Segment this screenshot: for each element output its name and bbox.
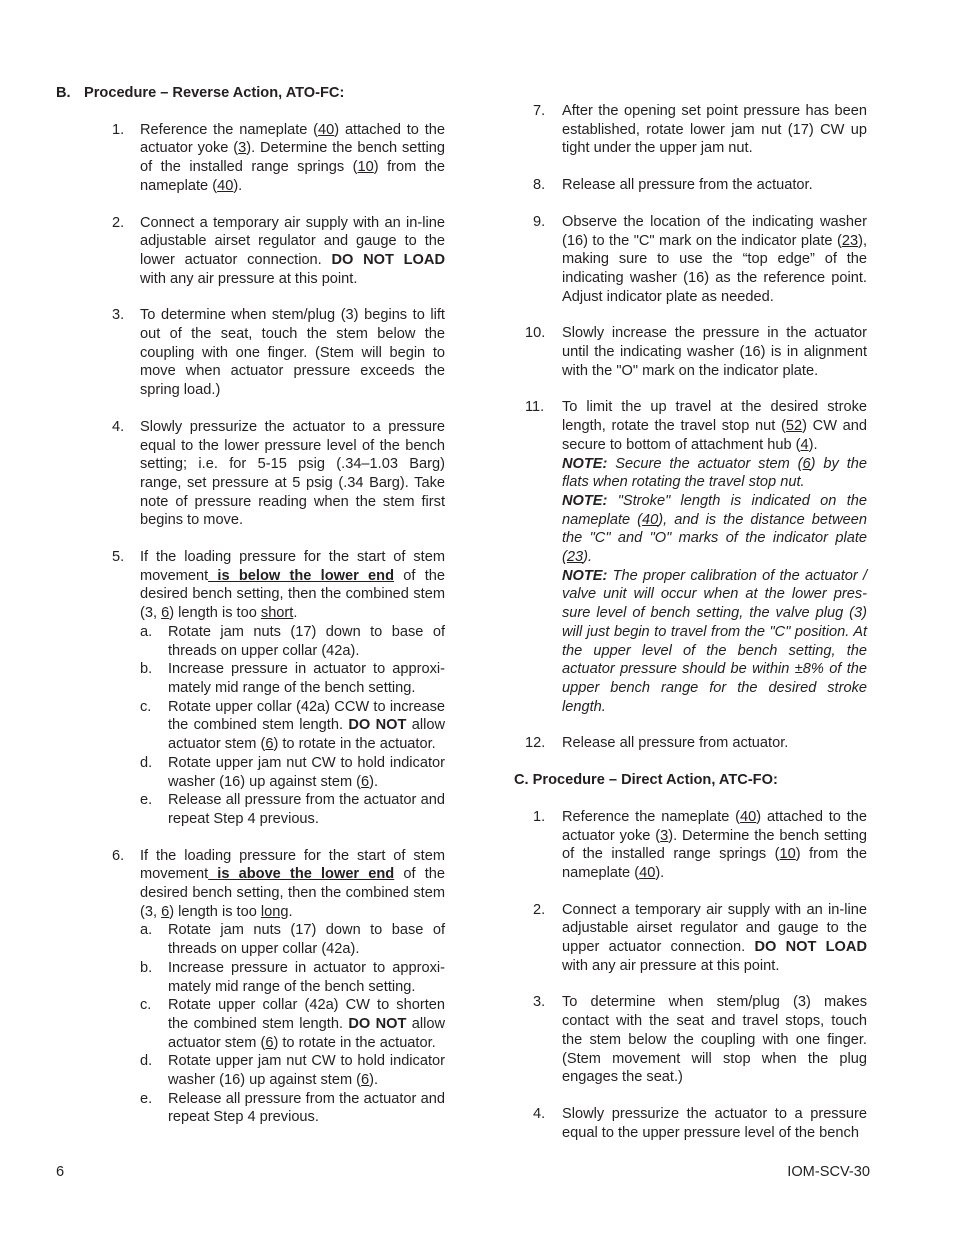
step-text: ) from the nameplate ( (562, 846, 867, 881)
step-text: of the desired bench setting, then the combined stem (3, (140, 567, 445, 622)
substep-letter: c. (140, 997, 152, 1014)
step-text: Slowly pressurize the actuator to a pressure equal to the upper pressure level of the bench (562, 1105, 867, 1141)
step-body (140, 548, 445, 623)
step-c1 (514, 808, 867, 883)
step-b9 (514, 213, 867, 307)
step-body (562, 398, 867, 454)
substep-5b (140, 660, 445, 697)
note-1 (562, 455, 867, 492)
step-number: 12. (525, 735, 546, 752)
step-text: To limit the up travel at the desired stroke length, rotate the travel stop nut ( (562, 399, 867, 435)
warning-text: DO NOT (348, 1015, 407, 1032)
step-text: Slowly pressurize the actuator to a pressure equal to the lower pressure level of the bench setting; i.e. for 5-15 psig (.34–1.03 Barg) range, set pressure at 5 psig (.34 Barg). Take note of pressure reading when the stem first begins to move. (140, 418, 445, 529)
step-text: ), making sure to use the “top edge” of the indicating washer (16) as the reference point. Adjust indicator plate as needed. (562, 232, 867, 305)
substep-text: Rotate jam nuts (17) down to base of threads on upper collar (42a). (168, 623, 445, 659)
substep-letter: a. (140, 922, 153, 939)
section-c-title: Procedure – Direct Action, ATC-FO: (532, 772, 778, 789)
section-b-title: Procedure – Reverse Action, ATO-FC: (84, 85, 345, 101)
note-text: ), and is the distance between the "C" and "O" marks of the indicator plate ( (562, 511, 867, 566)
step-text: ) from the nameplate ( (140, 159, 445, 194)
substep-text: Release all pressure from the actuator and repeat Step 4 previous. (168, 1090, 445, 1126)
note-text: "Stroke" length is indicated on the nameplate ( (562, 492, 867, 528)
step-number: 1. (112, 121, 125, 138)
part-ref: 6 (361, 1072, 370, 1089)
substep-6b (140, 959, 445, 996)
note-label: NOTE: (562, 567, 608, 584)
step-number: 9. (533, 213, 546, 230)
substep-text: Rotate upper jam nut CW to hold indicator washer (16) up against stem ( (168, 754, 445, 790)
step-c4 (514, 1105, 867, 1142)
step-number: 7. (533, 103, 546, 119)
step-text: ) length is too (169, 605, 261, 622)
step-text: If the loading pressure for the start of stem movement (140, 847, 445, 883)
left-column (56, 84, 445, 1145)
part-ref: 40 (642, 511, 659, 528)
step-b10 (514, 324, 867, 380)
step-number: 8. (533, 177, 546, 194)
step-text: ) length is too (169, 903, 261, 920)
step-text: Observe the location of the indicating washer (16) to the "C" mark on the indicator plate ( (562, 213, 867, 249)
part-ref: 3 (238, 140, 247, 157)
part-ref: 40 (740, 808, 757, 825)
step-text: ) attached to the actuator yoke ( (140, 121, 445, 157)
part-ref: 10 (357, 159, 374, 176)
substep-letter: e. (140, 792, 153, 809)
substep-text: Rotate upper collar (42a) CCW to increase the combined stem length. (168, 698, 445, 734)
step-text: Reference the nameplate ( (140, 121, 319, 138)
step-text: . (293, 605, 298, 622)
part-ref: 4 (800, 436, 809, 453)
step-b7 (514, 102, 867, 158)
document-id: IOM-SCV-30 (787, 1164, 870, 1180)
substep-text: Rotate upper jam nut CW to hold indicator washer (16) up against stem ( (168, 1053, 445, 1089)
substep-letter: c. (140, 698, 152, 715)
part-ref: 23 (841, 232, 859, 249)
step-text: with any air pressure at this point. (140, 270, 358, 287)
step-b8 (514, 176, 867, 195)
section-b-letter: B. (56, 85, 71, 101)
substep-6c (140, 996, 445, 1052)
part-ref: 6 (265, 736, 274, 753)
note-text: Secure the actuator stem ( (607, 455, 803, 472)
substep-text: ). (369, 1072, 379, 1089)
substep-text: Release all pressure from the actuator and repeat Step 4 previous. (168, 792, 445, 827)
step-number: 10. (525, 325, 546, 342)
step-b2 (56, 214, 445, 289)
substep-5e (140, 791, 445, 828)
part-ref: 10 (779, 846, 796, 863)
step-text: ). (233, 177, 243, 194)
note-text: The proper calibration of the actuator / valve unit will occur when at the lower pres-sure level of bench setting, the valve plug (3) will just begin to travel from the "C" position. At the upper level of the bench setting, the actuator pressure should be within ±8% of the upper bench range for the desired stroke length. (562, 567, 867, 715)
step-text: with any air pressure at this point. (562, 957, 780, 974)
step-number: 1. (533, 808, 546, 825)
step-b11 (514, 398, 867, 716)
step-number: 3. (112, 307, 125, 324)
part-ref: 6 (361, 773, 370, 790)
step-b3 (56, 306, 445, 400)
step-text: To determine when stem/plug (3) begins to lift out of the seat, touch the stem below the coupling with one finger. (Stem will begin to move when actuator pressure exceeds the spring load.) (140, 307, 445, 399)
substep-6d (140, 1052, 445, 1089)
step-text: Reference the nameplate ( (562, 808, 741, 825)
page-number: 6 (56, 1164, 65, 1180)
step-b1 (56, 121, 445, 196)
substep-text: ) to rotate in the actuator. (273, 736, 436, 753)
step-text: Release all pressure from actuator. (562, 735, 789, 752)
step-text: Release all pressure from the actuator. (562, 177, 813, 194)
step-number: 2. (112, 214, 125, 231)
step-text: Connect a temporary air supply with an in-line adjustable airset regulator and gauge to the lower actuator connection. (140, 214, 445, 268)
substep-letter: b. (140, 661, 153, 678)
part-ref: 6 (265, 1034, 274, 1051)
substep-6a (140, 921, 445, 958)
substep-text: allow actuator stem ( (168, 717, 445, 753)
step-number: 4. (533, 1105, 546, 1122)
step-text: To determine when stem/plug (3) makes contact with the seat and travel stops, touch the stem below the coupling with one finger. (Stem movement will stop when the plug engages the seat.) (562, 994, 867, 1086)
note-label: NOTE: (562, 492, 608, 509)
substep-text: Increase pressure in actuator to approxi-mately mid range of the bench setting. (168, 661, 445, 696)
note-3 (562, 567, 867, 717)
step-number: 11. (525, 399, 545, 416)
step-c2 (514, 901, 867, 976)
step-text: If the loading pressure for the start of stem movement (140, 549, 445, 584)
part-ref: 3 (660, 827, 669, 844)
step-text: ). Determine the bench setting of the installed range springs ( (562, 827, 868, 863)
substep-6e (140, 1090, 445, 1127)
part-ref: 6 (161, 903, 170, 920)
part-ref: 40 (318, 121, 335, 138)
step-text: ) attached to the actuator yoke ( (562, 808, 867, 844)
section-c-heading (514, 771, 867, 790)
warning-text: DO NOT LOAD (331, 251, 445, 268)
warning-text: DO NOT (348, 717, 407, 734)
substep-text: Rotate jam nuts (17) down to base of threads on upper collar (42a). (168, 922, 445, 958)
section-c-letter: C. (514, 772, 529, 789)
emphasis-text: is above the lower end (208, 866, 395, 883)
step-b6 (56, 847, 445, 1128)
part-ref: 6 (802, 455, 811, 472)
step-text: ). (655, 864, 665, 881)
step-b12 (514, 734, 867, 753)
right-column (514, 102, 867, 1160)
step-text: ) CW and secure to bottom of attachment hub ( (562, 418, 867, 453)
substep-text: allow actuator stem ( (168, 1015, 445, 1051)
substep-5c (140, 698, 445, 754)
note-label: NOTE: (562, 455, 608, 472)
step-text: . (288, 903, 293, 920)
step-text: Slowly increase the pressure in the actuator until the indicating washer (16) is in alignment with the "O" mark on the indicator plate. (562, 325, 867, 379)
substep-text: Increase pressure in actuator to approxi-mately mid range of the bench setting. (168, 959, 445, 995)
step-body (140, 847, 445, 922)
section-b-heading (56, 84, 445, 103)
part-ref: 6 (161, 605, 170, 622)
substep-text: Rotate upper collar (42a) CW to shorten the combined stem length. (168, 997, 445, 1032)
emphasis-text: long (260, 903, 289, 920)
step-number: 5. (112, 549, 125, 566)
note-text: ) by the flats when rotating the travel stop nut. (562, 455, 867, 491)
part-ref: 52 (785, 418, 803, 435)
substep-letter: e. (140, 1090, 153, 1107)
step-text: After the opening set point pressure has been established, rotate lower jam nut (17) CW up tight under the upper jam nut. (562, 103, 867, 157)
emphasis-text: short (260, 605, 294, 622)
step-text: ). (808, 436, 818, 453)
step-text: ). Determine the bench setting of the installed range springs ( (140, 140, 446, 176)
substep-letter: b. (140, 959, 153, 976)
note-text: ). (583, 549, 593, 566)
substep-letter: a. (140, 623, 153, 640)
substep-text: ). (369, 773, 379, 790)
substep-5d (140, 754, 445, 791)
step-b4 (56, 418, 445, 530)
step-number: 4. (112, 418, 125, 435)
substep-letter: d. (140, 754, 153, 771)
substep-5a (140, 623, 445, 660)
emphasis-text: is below the lower end (208, 567, 394, 584)
note-2 (562, 492, 867, 567)
step-number: 2. (533, 901, 546, 918)
step-number: 6. (112, 847, 125, 864)
step-text: Connect a temporary air supply with an in-line adjustable airset regulator and gauge to the upper actuator connection. (562, 901, 867, 956)
part-ref: 40 (217, 177, 234, 194)
step-c3 (514, 993, 867, 1087)
step-b5 (56, 548, 445, 829)
warning-text: DO NOT LOAD (754, 939, 867, 956)
step-text: of the desired bench setting, then the combined stem (3, (140, 866, 445, 920)
part-ref: 40 (639, 864, 656, 881)
substep-text: ) to rotate in the actuator. (273, 1034, 436, 1051)
substep-letter: d. (140, 1053, 153, 1070)
part-ref: 23 (566, 549, 584, 566)
step-number: 3. (533, 994, 546, 1011)
